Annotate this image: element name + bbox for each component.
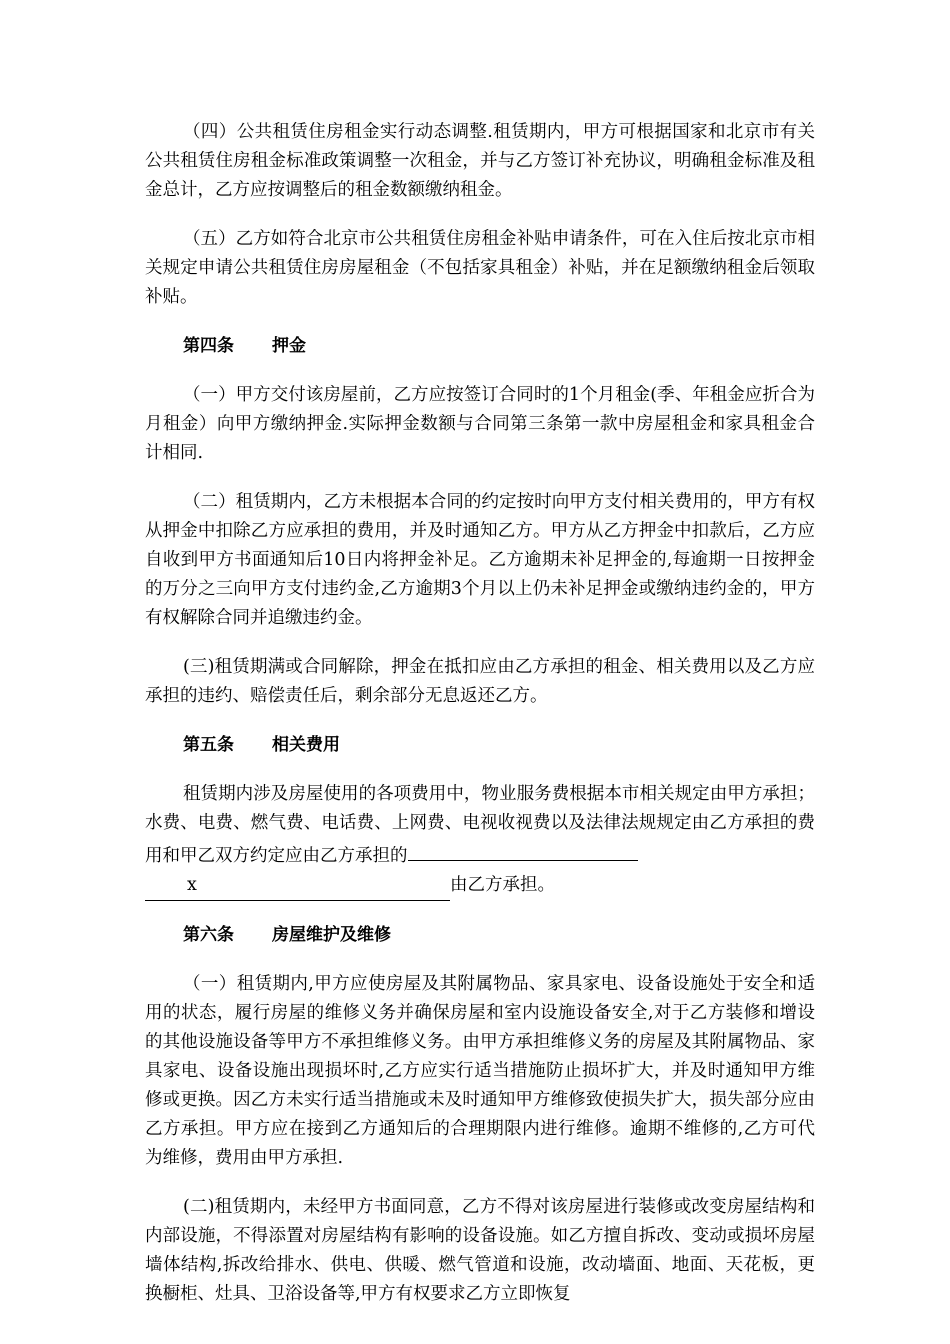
article-6-item-1: （一）租赁期内,甲方应使房屋及其附属物品、家具家电、设备设施处于安全和适用的状态，履行房屋的维修义务并确保房屋和室内设施设备安全,对于乙方装修和增设的其他设施设备等甲方不承担维修义务。由甲方承担维修义务的房屋及其附属物品、家具家电、设备设施出现损坏时,乙方应实行适当措施防止损坏扩大，并及时通知甲方维修或更换。因乙方未实行适当措施或未及时通知甲方维修致使损失扩大，损失部分应由乙方承担。甲方应在接到乙方通知后的合理期限内进行维修。逾期不维修的,乙方可代为维修，费用由甲方承担. <box>145 974 815 1168</box>
article-6-number: 第六条 <box>183 925 234 945</box>
article-5-fees-paragraph <box>145 780 815 901</box>
paragraph-rent-adjustment: （四）公共租赁住房租金实行动态调整.租赁期内，甲方可根据国家和北京市有关公共租赁住房租金标准政策调整一次租金，并与乙方签订补充协议，明确租金标准及租金总计，乙方应按调整后的租金数额缴纳租金。 <box>145 122 815 200</box>
fill-in-blank-line <box>408 838 638 861</box>
paragraph-rent-subsidy: （五）乙方如符合北京市公共租赁住房租金补贴申请条件，可在入住后按北京市相关规定申请公共租赁住房房屋租金（不包括家具租金）补贴，并在足额缴纳租金后领取补贴。 <box>145 229 815 307</box>
article-6-heading <box>183 921 815 950</box>
article-5-text-after-blank: 由乙方承担。 <box>450 875 555 895</box>
article-6-title: 房屋维护及维修 <box>272 925 391 945</box>
fill-in-blank-value: x <box>145 871 450 901</box>
article-5-title: 相关费用 <box>272 735 340 755</box>
article-5-number: 第五条 <box>183 735 234 755</box>
article-4-item-3: (三)租赁期满或合同解除，押金在抵扣应由乙方承担的租金、相关费用以及乙方应承担的违约、赔偿责任后，剩余部分无息返还乙方。 <box>145 657 815 706</box>
document-body <box>145 118 815 1329</box>
article-5-text-before-blank: 租赁期内涉及房屋使用的各项费用中，物业服务费根据本市相关规定由甲方承担；水费、电费、燃气费、电话费、上网费、电视收视费以及法律法规规定由乙方承担的费用和甲乙双方约定应由乙方承担的 <box>145 784 815 866</box>
article-4-heading <box>183 332 815 361</box>
article-4-number: 第四条 <box>183 336 234 356</box>
article-4-item-1: （一）甲方交付该房屋前，乙方应按签订合同时的1个月租金(季、年租金应折合为月租金）向甲方缴纳押金.实际押金数额与合同第三条第一款中房屋租金和家具租金合计相同. <box>145 385 815 463</box>
article-6-item-2: (二)租赁期内，未经甲方书面同意，乙方不得对该房屋进行装修或改变房屋结构和内部设施，不得添置对房屋结构有影响的设备设施。如乙方擅自拆改、变动或损坏房屋墙体结构,拆改给排水、供电、供暖、燃气管道和设施，改动墙面、地面、天花板，更换橱柜、灶具、卫浴设备等,甲方有权要求乙方立即恢复 <box>145 1197 815 1304</box>
article-4-title: 押金 <box>272 336 306 356</box>
article-4-item-2: （二）租赁期内，乙方未根据本合同的约定按时向甲方支付相关费用的，甲方有权从押金中扣除乙方应承担的费用，并及时通知乙方。甲方从乙方押金中扣款后，乙方应自收到甲方书面通知后10日内将押金补足。乙方逾期未补足押金的,每逾期一日按押金的万分之三向甲方支付违约金,乙方逾期3个月以上仍未补足押金或缴纳违约金的，甲方有权解除合同并追缴违约金。 <box>145 492 815 628</box>
article-5-heading <box>183 731 815 760</box>
